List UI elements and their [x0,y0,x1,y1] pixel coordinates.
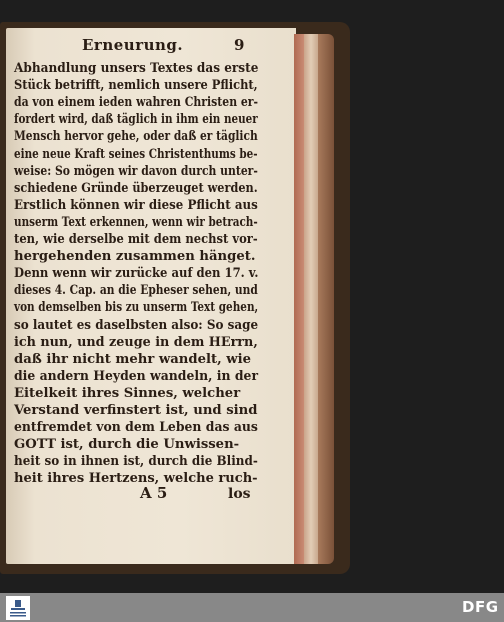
text-line: Stück betrifft, nemlich unsere Pflicht, [14,78,258,94]
text-line: weise: So mögen wir davon durch unter- [14,163,258,179]
text-line: dieses 4. Cap. an die Epheser sehen, und [14,283,258,299]
text-line: Abhandlung unsers Textes das erste [14,61,259,76]
text-line: Denn wenn wir zurücke auf den 17. v. [14,266,259,282]
text-line: die andern Heyden wandeln, in der [14,368,259,384]
text-line: unserm Text erkennen, wenn wir betrach- [14,214,258,230]
text-line: ten, wie derselbe mit dem nechst vor- [14,232,258,247]
text-line: Eitelkeit ihres Sinnes, welcher [14,385,241,401]
text-line: Verstand verfinstert ist, und sind [14,403,258,418]
text-line: entfremdet von dem Leben das aus [14,420,258,436]
text-line: Mensch hervor gehe, oder daß er täglich [14,129,258,145]
text-line: fordert wird, daß täglich in ihm ein neuer [14,112,258,128]
page-edge-red [294,34,304,564]
signature-mark: A 5 [140,484,168,502]
text-line: daß ihr nicht mehr wandelt, wie [14,351,252,367]
book-cover-edge [318,34,334,564]
text-line: heit so in ihnen ist, durch die Blind- [14,454,258,470]
text-line: da von einem ieden wahren Christen er- [14,95,259,111]
text-line: von demselben bis zu unserm Text gehen, [14,300,259,316]
dfg-logo[interactable]: DFG [462,598,499,616]
text-line: heit ihres Hertzens, welche ruch- [14,471,258,487]
text-line: so lautet es daselbsten also: So sage [14,317,259,333]
text-line: ich nun, und zeuge in dem HErrn, [14,334,258,350]
text-line: Erstlich können wir diese Pflicht aus [14,197,258,213]
text-line: hergehenden zusammen hänget. [14,249,256,265]
text-line: eine neue Kraft seines Christenthums be- [14,146,258,162]
text-line: schiedene Gründe überzeuget werden. [14,180,258,196]
page-edge-paper [304,34,318,564]
catchword: los [228,486,251,502]
library-logo-icon[interactable] [6,596,30,620]
viewer-footer-bar [0,593,504,622]
text-line: GOTT ist, durch die Unwissen- [14,437,240,453]
running-head: Erneurung. [82,36,184,54]
page-number: 9 [234,36,245,54]
